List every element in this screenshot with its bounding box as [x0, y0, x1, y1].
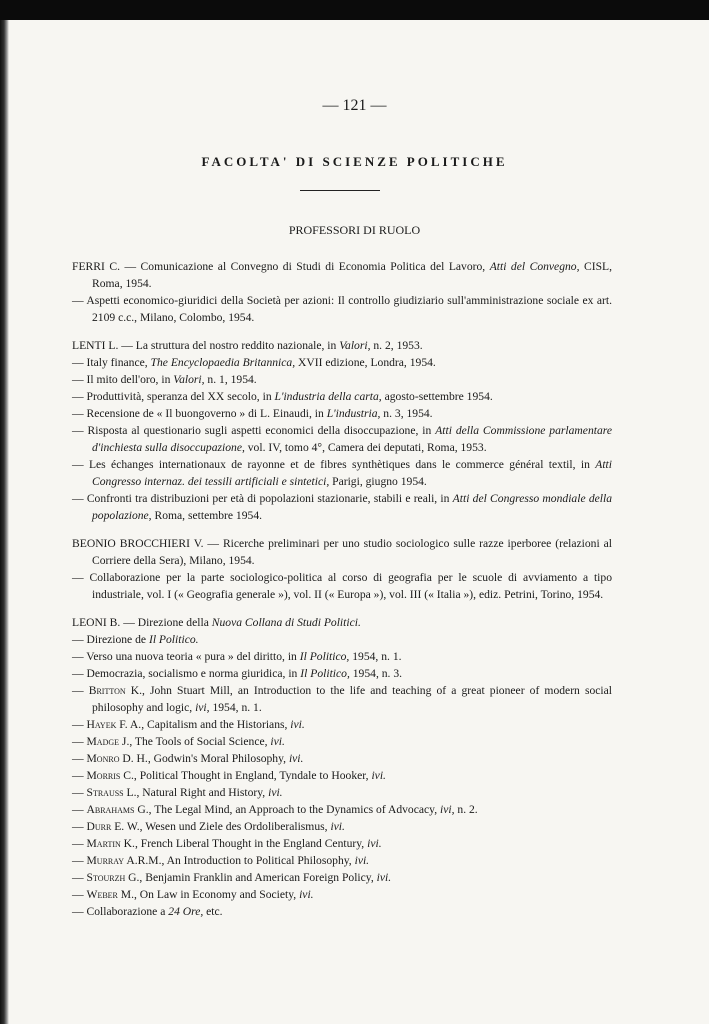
- citation-text: K., French Liberal Thought in the England Century,: [120, 837, 368, 850]
- citation-line: [72, 648, 612, 665]
- citation-details: n. 3, 1954.: [380, 407, 433, 420]
- scan-left-edge: [0, 20, 9, 1024]
- publication-title: Atti della Commissione parlamentare d'inchiesta sulla disoccupazione,: [92, 424, 612, 454]
- citation-line: [72, 716, 612, 733]
- citation-line: [72, 682, 612, 716]
- citation-text: — La struttura del nostro reddito nazionale, in: [118, 339, 340, 352]
- publication-title: ivi.: [290, 718, 305, 731]
- citation-line: [72, 818, 612, 835]
- citation-line: [72, 614, 612, 631]
- citation-text: — Confronti tra distribuzioni per età di popolazioni stazionarie, stabili e reali, in: [72, 492, 453, 505]
- citation-line: [72, 371, 612, 388]
- citation-line: [72, 388, 612, 405]
- citation-text: — Produttività, speranza del XX secolo, in: [72, 390, 275, 403]
- citation-details: CISL, Roma, 1954.: [92, 260, 613, 290]
- citation-line: [72, 665, 612, 682]
- citation-text: — Italy finance,: [72, 356, 151, 369]
- citation-line: [72, 405, 612, 422]
- citation-text: — Risposta al questionario sugli aspetti economici della disoccupazione, in: [72, 424, 436, 437]
- publication-title: ivi,: [440, 803, 455, 816]
- dash-prefix: —: [72, 854, 87, 867]
- citation-text: L., Natural Right and History,: [123, 786, 269, 799]
- publication-title: Valori,: [339, 339, 371, 352]
- citation-text: F. A., Capitalism and the Historians,: [116, 718, 291, 731]
- citation-line: [72, 456, 612, 490]
- dash-prefix: —: [72, 786, 87, 799]
- publication-title: Atti del Congresso mondiale della popolazione,: [92, 492, 612, 522]
- citation-details: 1954, n. 1.: [209, 701, 262, 714]
- dash-prefix: —: [72, 871, 87, 884]
- citation-text: — Ricerche preliminari per uno studio sociologico sulle razze iperboree (relazioni al Corriere della Sera), Milano, 1954.: [92, 537, 612, 567]
- publication-title: 24 Ore,: [168, 905, 204, 918]
- publication-title: ivi.: [371, 769, 386, 782]
- publication-title: Il Politico.: [148, 633, 199, 646]
- citation-text: J., The Tools of Social Science,: [119, 735, 271, 748]
- citation-text: — Direzione de: [72, 633, 149, 646]
- publication-title: Atti Congresso internaz. dei tessili artificiali e sintetici,: [92, 458, 612, 488]
- citation-details: Parigi, giugno 1954.: [329, 475, 427, 488]
- citation-text: D. H., Godwin's Moral Philosophy,: [119, 752, 289, 765]
- reviewed-author: Murray: [86, 854, 125, 867]
- publication-title: ivi.: [268, 786, 283, 799]
- publication-title: ivi.: [330, 820, 345, 833]
- author-name: LEONI B.: [72, 616, 121, 629]
- citation-details: XVII edizione, Londra, 1954.: [295, 356, 436, 369]
- dash-prefix: —: [72, 803, 87, 816]
- citation-details: n. 2.: [454, 803, 478, 816]
- dash-prefix: —: [72, 752, 87, 765]
- citation-line: [72, 801, 612, 818]
- citation-line: [72, 337, 612, 354]
- publication-title: The Encyclopaedia Britannica,: [150, 356, 296, 369]
- citation-line: [72, 258, 612, 292]
- citation-line: [72, 869, 612, 886]
- citation-details: etc.: [203, 905, 223, 918]
- citation-line: [72, 535, 612, 569]
- citation-line: [72, 750, 612, 767]
- publication-title: L'industria,: [326, 407, 381, 420]
- publication-title: ivi.: [376, 871, 392, 884]
- publication-title: ivi.: [367, 837, 382, 850]
- citation-line: [72, 631, 612, 648]
- citation-line: [72, 852, 612, 869]
- reviewed-author: Abrahams: [86, 803, 135, 816]
- reviewed-author: Morris: [86, 769, 121, 782]
- citation-details: 1954, n. 3.: [349, 667, 403, 680]
- reviewed-author: Weber: [86, 888, 118, 901]
- publication-title: Il Politico,: [300, 667, 350, 680]
- dash-prefix: —: [72, 888, 87, 901]
- page-number: — 121 —: [322, 97, 387, 114]
- citation-line: [72, 569, 612, 603]
- dash-prefix: —: [72, 735, 87, 748]
- citation-text: G., The Legal Mind, an Approach to the Dynamics of Advocacy,: [134, 803, 440, 816]
- dash-prefix: —: [72, 718, 87, 731]
- citation-line: [72, 784, 612, 801]
- bibliography-entry: [72, 337, 612, 524]
- publication-title: Atti del Convegno,: [489, 260, 580, 273]
- publication-title: L'industria della carta,: [274, 390, 382, 403]
- citation-text: — Recensione de « Il buongoverno » di L. Einaudi, in: [72, 407, 327, 420]
- reviewed-author: Durr: [86, 820, 112, 833]
- citation-text: G., Benjamin Franklin and American Foreign Policy,: [125, 871, 377, 884]
- citation-text: — Les échanges internationaux de rayonne et de fibres synthètiques dans le commerce général textil, in: [72, 458, 596, 471]
- reviewed-author: Madge: [86, 735, 120, 748]
- citation-line: [72, 886, 612, 903]
- faculty-title: FACOLTA' DI SCIENZE POLITICHE: [201, 154, 508, 169]
- publication-title: ivi.: [354, 854, 370, 867]
- dash-prefix: —: [72, 769, 87, 782]
- author-name: BEONIO BROCCHIERI V.: [72, 537, 204, 550]
- citation-line: [72, 733, 612, 750]
- citation-text: — Collaborazione per la parte sociologico-politica al corso di geografia per le scuole di avviamento a tipo industriale, vol. I (« Geografia generale »), vol. II (« Europa »), vol. III (« Italia »), ediz. Petrini, Torino, 1954.: [72, 571, 612, 601]
- publication-title: ivi,: [195, 701, 210, 714]
- author-name: FERRI C.: [72, 260, 120, 273]
- citation-text: — Direzione della: [120, 616, 212, 629]
- citation-line: [72, 490, 612, 524]
- title-divider: [300, 190, 380, 191]
- reviewed-author: Stourzh: [86, 871, 126, 884]
- publication-title: ivi.: [270, 735, 285, 748]
- section-title: PROFESSORI DI RUOLO: [288, 223, 421, 237]
- dash-prefix: —: [72, 837, 87, 850]
- publication-title: ivi.: [299, 888, 314, 901]
- bibliography-entry: [72, 258, 612, 326]
- publication-title: ivi.: [288, 752, 304, 765]
- publication-title: Nuova Collana di Studi Politici.: [211, 616, 361, 629]
- citation-details: agosto-settembre 1954.: [381, 390, 493, 403]
- scan-top-border: [0, 0, 709, 20]
- citation-text: — Collaborazione a: [72, 905, 169, 918]
- citation-line: [72, 835, 612, 852]
- citation-details: n. 2, 1953.: [370, 339, 423, 352]
- citation-line: [72, 767, 612, 784]
- citation-text: — Democrazia, socialismo e norma giuridica, in: [72, 667, 301, 680]
- author-name: LENTI L.: [72, 339, 119, 352]
- citation-text: — Aspetti economico-giuridici della Società per azioni: Il controllo giudiziario sull'amministrazione sociale ex art. 2109 c.c., Milano, Colombo, 1954.: [72, 294, 612, 324]
- citation-line: [72, 903, 612, 920]
- citation-text: — Il mito dell'oro, in: [72, 373, 174, 386]
- citation-line: [72, 422, 612, 456]
- citation-text: — Verso una nuova teoria « pura » del diritto, in: [72, 650, 300, 663]
- dash-prefix: —: [72, 684, 89, 697]
- reviewed-author: Martin: [86, 837, 121, 850]
- citation-text: A.R.M., An Introduction to Political Philosophy,: [124, 854, 355, 867]
- reviewed-author: Monro: [86, 752, 120, 765]
- citation-text: C., Political Thought in England, Tyndale to Hooker,: [120, 769, 372, 782]
- dash-prefix: —: [72, 820, 87, 833]
- citation-text: K., John Stuart Mill, an Introduction to the life and teaching of a great pioneer of modern social philosophy and logic,: [92, 684, 613, 714]
- citation-text: — Comunicazione al Convegno di Studi di Economia Politica del Lavoro,: [119, 260, 490, 273]
- citation-details: 1954, n. 1.: [349, 650, 402, 663]
- bibliography-entry: [72, 614, 612, 920]
- publication-title: Valori,: [173, 373, 205, 386]
- publication-title: Il Politico,: [299, 650, 350, 663]
- reviewed-author: Britton: [88, 684, 126, 697]
- reviewed-author: Hayek: [86, 718, 117, 731]
- citation-details: vol. IV, tomo 4°, Camera dei deputati, Roma, 1953.: [244, 441, 487, 454]
- citation-line: [72, 292, 612, 326]
- citation-line: [72, 354, 612, 371]
- reviewed-author: Strauss: [86, 786, 124, 799]
- citation-details: Roma, settembre 1954.: [151, 509, 263, 522]
- citation-details: n. 1, 1954.: [204, 373, 257, 386]
- bibliography-list: [72, 258, 612, 931]
- citation-text: M., On Law in Economy and Society,: [117, 888, 300, 901]
- citation-text: E. W., Wesen und Ziele des Ordoliberalismus,: [111, 820, 331, 833]
- bibliography-entry: [72, 535, 612, 603]
